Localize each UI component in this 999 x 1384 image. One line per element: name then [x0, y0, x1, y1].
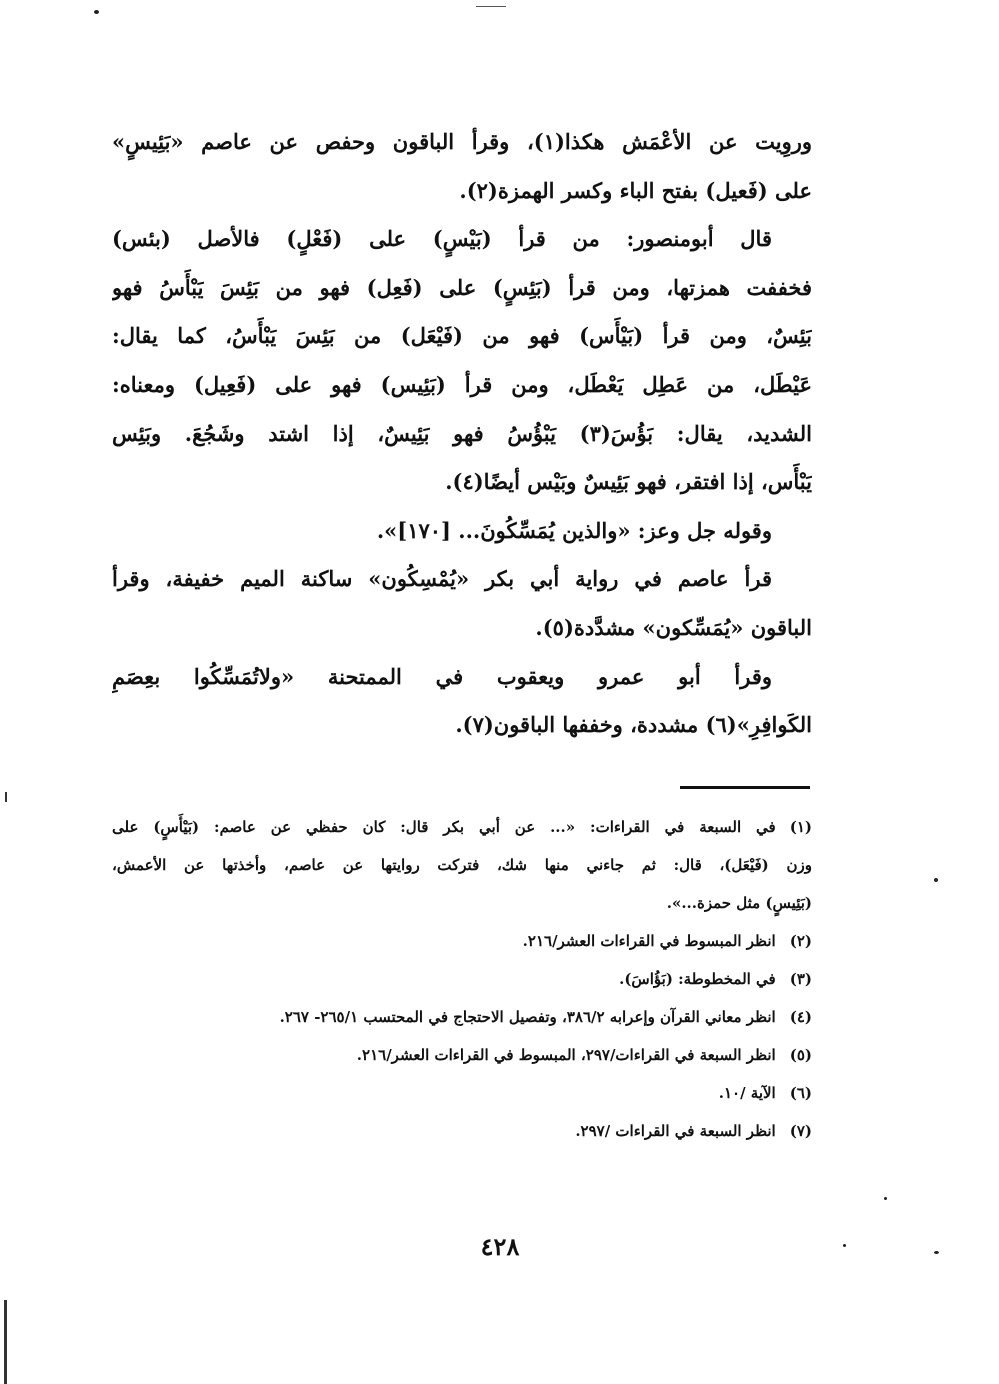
body-line: وقرأ أبو عمرو ويعقوب في الممتحنة «ولاتُمَسِّكُوا بعِصَمِ — [112, 663, 772, 689]
footnote-line — [112, 960, 812, 998]
margin-mark — [4, 1300, 7, 1384]
body-line: قرأ عاصم في رواية أبي بكر «يُمْسِكُون» ساكنة الميم خفيفة، وقرأ — [112, 566, 772, 592]
footnote-number: (٦) — [789, 1084, 812, 1102]
body-line: قال أبومنصور: من قرأ (بَيْسٍ) على (فَعْلٍ) فالأصل (بئس) — [112, 226, 772, 252]
footnote-line — [112, 808, 812, 846]
footnote-separator — [680, 786, 810, 789]
body-line: وقوله جل وعز: «والذين يُمَسِّكُونَ... [١٧٠]». — [376, 517, 772, 543]
footnotes — [112, 808, 812, 1150]
scan-speck — [94, 10, 99, 14]
footnote-text: انظر السبعة في القراءات /٢٩٧. — [575, 1122, 776, 1140]
footnote-number: (٣) — [789, 970, 812, 988]
footnote-text: الآية /١٠. — [718, 1084, 776, 1102]
body-line: عَيْطَل، من عَطِل يَعْطَل، ومن قرأ (بَئِيس) فهو على (فَعِيل) ومعناه: — [112, 371, 812, 397]
footnote-text: انظر معاني القرآن وإعرابه ٣٨٦/٢، وتفصيل الاحتجاج في المحتسب ٢٦٥/١- ٢٦٧. — [279, 1008, 776, 1026]
page-number: ٤٢٨ — [480, 1232, 520, 1261]
margin-mark — [5, 792, 7, 802]
body-line: الباقون «يُمَسِّكون» مشدَّدة(٥). — [535, 614, 812, 640]
footnote-number: (٧) — [789, 1122, 812, 1140]
footnote-number: (٥) — [789, 1046, 812, 1064]
footnote-line — [112, 922, 812, 960]
footnote-number: (٤) — [789, 1008, 812, 1026]
top-rule — [476, 6, 506, 7]
body-line: يَبْأَس، إذا افتقر، فهو بَئِيسٌ وبَيْس أيضًا(٤). — [445, 469, 812, 495]
scan-speck — [884, 1197, 887, 1200]
footnote-line — [112, 1112, 812, 1150]
footnote-text: وزن (فَيْعَل)، قال: ثم جاءني منها شك، فتركت روايتها عن عاصم، وأخذتها عن الأعمش، — [112, 856, 812, 874]
footnote-text: في المخطوطة: (بَؤُاسَ). — [619, 970, 776, 988]
footnote-line — [112, 884, 812, 922]
footnote-line — [112, 1036, 812, 1074]
scan-speck — [934, 878, 938, 882]
body-line: الكَوافِرِ»(٦) مشددة، وخففها الباقون(٧). — [455, 712, 812, 738]
footnote-line — [112, 1074, 812, 1112]
scan-speck — [843, 1244, 846, 1247]
footnote-number: (١) — [789, 818, 812, 836]
footnote-text: في السبعة في القراءات: «... عن أبي بكر قال: كان حفظي عن عاصم: (بَيْأَسٍ) على — [112, 818, 776, 836]
body-line: بَئِسٌ، ومن قرأ (بَيْأَس) فهو من (فَيْعَل) من بَئِسَ يَبْأَسُ، كما يقال: — [112, 323, 812, 349]
footnote-line — [112, 998, 812, 1036]
body-text — [112, 118, 812, 750]
footnote-line — [112, 846, 812, 884]
footnote-text: (بَئِيسٍ) مثل حمزة...». — [666, 894, 812, 912]
body-line: على (فَعيل) بفتح الباء وكسر الهمزة(٢). — [459, 177, 812, 203]
footnote-text: انظر السبعة في القراءات/٢٩٧، المبسوط في القراءات العشر/٢١٦. — [356, 1046, 776, 1064]
body-line: وروِيت عن الأعْمَش هكذا(١)، وقرأ الباقون وحفص عن عاصم «بَئِيسٍ» — [112, 129, 812, 154]
footnote-number: (٢) — [789, 932, 812, 950]
body-line: فخففت همزتها، ومن قرأ (بَئِسٍ) على (فَعِل) فهو من بَئِسَ يَبْأَسُ فهو — [112, 274, 812, 300]
footnote-text: انظر المبسوط في القراءات العشر/٢١٦. — [522, 932, 776, 950]
body-line: الشديد، يقال: بَؤُسَ(٣) يَبْؤُسُ فهو بَئِيسٌ، إذا اشتد وشَجُعَ. وبَئِس — [112, 420, 812, 446]
scan-speck — [934, 1251, 939, 1254]
